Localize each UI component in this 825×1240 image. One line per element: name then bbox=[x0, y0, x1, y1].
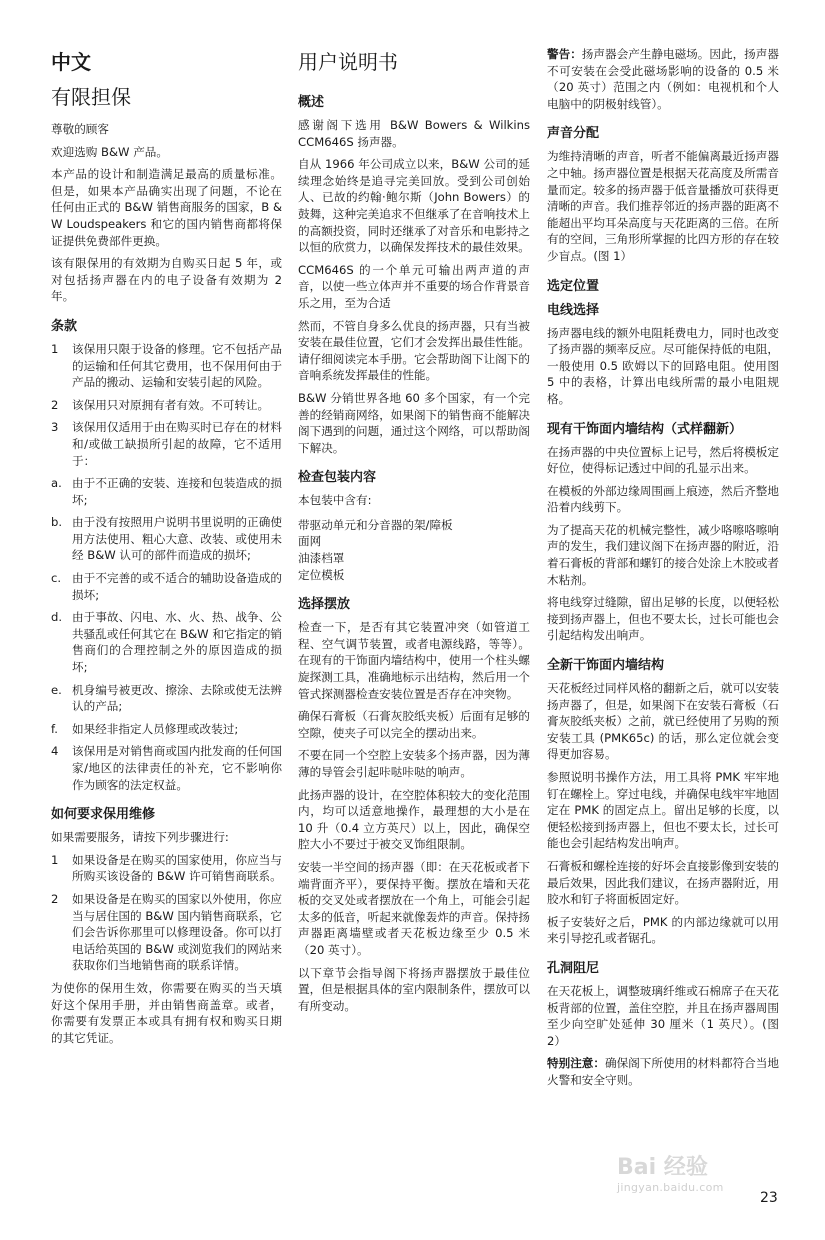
pack-item: 带驱动单元和分音器的架/障板 bbox=[298, 517, 453, 532]
list-item-text: 如果设备是在购买的国家以外使用，你应当与居住国的 B&W 国内销售商联系，它们会告诉你那里可以修理设备。你可以打电话给英国的 B&W 或浏览我们的网站来获取你们当地销售商的联系详情。 bbox=[72, 891, 282, 973]
place-para: 不要在同一个空腔上安装多个扬声器，因为薄薄的导管会引起咔哒咔哒的响声。 bbox=[298, 748, 530, 779]
terms-heading: 条款 bbox=[51, 318, 78, 334]
pack-item: 面网 bbox=[298, 534, 322, 549]
new-para: 石膏板和螺栓连接的好坏会直接影像到安装的最后效果，因此我们建议，在扬声器附近，用胶水和钉子将面板固定好。 bbox=[547, 858, 779, 907]
overview-para: CCM646S 的一个单元可输出两声道的声音，以使一些立体声并不重要的场合作背景音乐之用，至为合适 bbox=[298, 262, 530, 310]
list-item bbox=[51, 682, 282, 715]
position-heading: 选定位置 bbox=[547, 278, 600, 294]
pack-item: 油漆档罩 bbox=[298, 551, 345, 566]
greeting: 尊敬的顾客 bbox=[51, 122, 109, 136]
note-label: 特别注意： bbox=[547, 1056, 605, 1071]
damping-heading: 孔洞阻尼 bbox=[547, 960, 600, 976]
list-item-number: c. bbox=[51, 571, 62, 586]
overview-para: 感谢阁下选用 B&W Bowers & Wilkins CCM646S 扬声器。 bbox=[298, 118, 530, 149]
warning-text: 扬声器会产生静电磁场。因此，扬声器不可安装在会受此磁场影响的设备的 0.5 米（20 英寸）范围之内（例如：电视机和个人电脑中的阴极射线管）。 bbox=[547, 47, 779, 111]
warranty-period: 该有限保用的有效期为自购买日起 5 年，或对包括扬声器在内的电子设备有效期为 2 年。 bbox=[51, 256, 282, 304]
list-item-text: 由于事故、闪电、水、火、热、战争、公共骚乱或任何其它在 B&W 和它指定的销售商们的合理控制之外的原因造成的损坏; bbox=[72, 610, 282, 675]
cable-heading: 电线选择 bbox=[547, 302, 600, 318]
service-intro: 如果需要服务，请按下列步骤进行: bbox=[51, 830, 229, 845]
list-item-text: 如果经非指定人员修理或改装过; bbox=[72, 721, 239, 736]
list-item bbox=[51, 419, 282, 469]
place-para: 确保石膏板（石膏灰胶纸夹板）后面有足够的空隙，使夹子可以完全的摆动出来。 bbox=[298, 709, 530, 740]
list-item bbox=[51, 891, 282, 974]
list-item-number: b. bbox=[51, 515, 63, 530]
column-install bbox=[547, 46, 779, 1095]
note-para bbox=[547, 1055, 779, 1088]
damping-text: 在天花板上，调整玻璃纤维或石棉席子在天花板背部的位置，盖住空腔，并且在扬声器周围至少向空旷处延伸 30 厘米（1 英尺）。(图 2） bbox=[547, 983, 779, 1048]
list-item-number: 1 bbox=[51, 852, 59, 867]
list-item-text: 由于不正确的安装、连接和包装造成的损坏; bbox=[72, 476, 282, 507]
list-item-text: 由于不完善的或不适合的辅助设备造成的损坏; bbox=[72, 571, 282, 602]
list-item-number: e. bbox=[51, 682, 62, 697]
list-item-number: 1 bbox=[51, 341, 59, 356]
distribution-text: 为维持清晰的声音，听者不能偏离最近扬声器之中轴。扬声器位置是根据天花高度及所需音量而定。较多的扬声器于低音量播放可获得更清晰的声音。我们推荐邻近的扬声器的距离不能超出平均耳朵高度与天花距离的三倍。在所有的空间，三角形所掌握的比四方形的存在较少盲点。(图 1） bbox=[547, 149, 779, 263]
new-wall-heading: 全新干饰面内墙结构 bbox=[547, 658, 665, 674]
column-manual bbox=[298, 48, 530, 1020]
existing-para: 在模板的外部边缘周围画上痕迹，然后齐整地沿着内线剪下。 bbox=[547, 483, 779, 515]
page-number: 23 bbox=[760, 1190, 778, 1206]
list-item bbox=[51, 743, 282, 793]
welcome-text: 欢迎选购 B&W 产品。 bbox=[51, 144, 168, 159]
new-para: 板子安装好之后，PMK 的内部边缘就可以用来引导挖孔或者锯孔。 bbox=[547, 914, 779, 946]
place-para: 安装一半空间的扬声器（即：在天花板或者下端背面齐平），要保持平衡。摆放在墙和天花板的交叉处或者摆放在一个角上，可能会引起太多的低音，听起来就像轰炸的声音。保持扬声器距离墙壁或者天花板边缘至少 0.5 米（20 英寸）。 bbox=[298, 859, 530, 957]
list-item-text: 如果设备是在购买的国家使用，你应当与所购买该设备的 B&W 许可销售商联系。 bbox=[72, 852, 282, 884]
list-item-text: 该保用只对原拥有者有效。不可转让。 bbox=[72, 397, 270, 412]
closing-text: 为使你的保用生效，你需要在购买的当天填好这个保用手册，并由销售商盖章。或者，你需要有发票正本或具有拥有权和购买日期的其它凭证。 bbox=[51, 980, 282, 1045]
manual-title: 用户说明书 bbox=[298, 50, 398, 74]
existing-para: 将电线穿过缝隙，留出足够的长度，以便轻松接到扬声器上，但也不要太长，过长可能也会引起结构发出响声。 bbox=[547, 595, 779, 643]
overview-heading: 概述 bbox=[298, 95, 325, 110]
service-list bbox=[51, 852, 282, 974]
existing-wall-heading: 现有干饰面内墙结构（式样翻新） bbox=[547, 421, 743, 437]
pack-heading: 检查包装内容 bbox=[298, 470, 377, 486]
warning-para bbox=[547, 46, 779, 112]
new-para: 参照说明书操作方法，用工具将 PMK 牢牢地钉在螺栓上。穿过电线，并确保电线牢牢地固定在 PMK 的固定点上。留出足够的长度，以便轻松接到扬声器上，但也不要太长，过长可能也会引起结构发出响声。 bbox=[547, 770, 779, 851]
list-item-text: 由于没有按照用户说明书里说明的正确使用方法使用、粗心大意、改装、或使用未经 B&W 认可的部件而造成的损坏; bbox=[72, 515, 282, 563]
place-heading: 选择摆放 bbox=[298, 597, 351, 613]
list-item bbox=[51, 514, 282, 564]
list-item-text: 该保用只限于设备的修理。它不包括产品的运输和任何其它费用，也不保用何由于产品的搬动、运输和安装引起的风险。 bbox=[72, 341, 282, 390]
list-item bbox=[51, 397, 282, 414]
list-item-number: d. bbox=[51, 610, 63, 625]
new-para: 天花板经过同样风格的翻新之后，就可以安装扬声器了，但是，如果阁下在安装石膏板（石膏灰胶纸夹板）之前，就已经使用了另购的预安装工具 (PMK65c) 的话，那么定位就会变得更加容易。 bbox=[547, 681, 779, 762]
list-item bbox=[51, 721, 282, 738]
overview-para: 自从 1966 年公司成立以来，B&W 公司的延续理念始终是追寻完美回放。受到公司创始人、已故的约翰·鲍尔斯（John Bowers）的鼓舞，这种完美追求不但继承了在音响技术上的高额投资，同时还继承了对音乐和电影持之以恒的欣赏力，以确保发挥技术的最佳效果。 bbox=[298, 157, 530, 255]
warning-label: 警告： bbox=[547, 47, 582, 61]
list-item-number: 2 bbox=[51, 891, 59, 906]
column-warranty bbox=[51, 48, 282, 1052]
watermark-url: jingyan.baidu.com bbox=[617, 1181, 724, 1194]
distribution-heading: 声音分配 bbox=[547, 126, 600, 142]
list-item bbox=[51, 475, 282, 508]
note-text: 确保阁下所使用的材料都符合当地火警和安全守则。 bbox=[547, 1056, 779, 1087]
existing-para: 为了提高天花的机械完整性，减少咯嚓咯嚓响声的发生，我们建议阁下在扬声器的附近，沿着石膏板的背部和螺钉的接合处涂上木胶或者木粘剂。 bbox=[547, 522, 779, 587]
list-item-number: f. bbox=[51, 721, 58, 736]
list-item bbox=[51, 852, 282, 885]
list-item bbox=[51, 609, 282, 675]
warranty-title: 有限担保 bbox=[51, 85, 131, 109]
language-heading: 中文 bbox=[51, 50, 91, 74]
warranty-intro: 本产品的设计和制造满足最高的质量标准。但是，如果本产品确实出现了问题，不论在任何由正式的 B&W 销售商服务的国家，B & W Loudspeakers 和它的国内销售商都将保证提供免费部件更换。 bbox=[51, 167, 282, 248]
list-item-number: 2 bbox=[51, 397, 59, 412]
place-para: 检查一下，是否有其它装置冲突（如管道工程、空气调节装置，或者电源线路，等等）。在现有的干饰面内墙结构中，使用一个柱头螺旋探测工具，准确地标示出结构，然后用一个管式探测器检查安装位置是否存在冲突物。 bbox=[298, 620, 530, 701]
overview-para: 然而，不管自身多么优良的扬声器，只有当被安装在最佳位置，它们才会发挥出最佳性能。请仔细阅读完本手册。它会帮助阁下让阁下的音响系统发挥最佳的性能。 bbox=[298, 318, 530, 383]
watermark-logo: Bai 经验 bbox=[617, 1155, 708, 1180]
service-heading: 如何要求保用维修 bbox=[51, 807, 156, 823]
overview-para: B&W 分销世界各地 60 多个国家，有一个完善的经销商网络，如果阁下的销售商不能解决阁下遇到的问题，通过这个网络，可以帮助阁下解决。 bbox=[298, 390, 530, 455]
list-item-text: 机身编号被更改、擦涂、去除或使无法辨认的产品; bbox=[72, 682, 282, 714]
cable-text: 扬声器电线的额外电阻耗费电力，同时也改变了扬声器的频率反应。尽可能保持低的电阻，一般使用 0.5 欧姆以下的回路电阻。使用图 5 中的表格，计算出电线所需的最小电阻规格。 bbox=[547, 325, 779, 406]
list-item bbox=[51, 341, 282, 391]
watermark bbox=[617, 1150, 777, 1200]
terms-list bbox=[51, 341, 282, 793]
existing-para: 在扬声器的中央位置标上记号，然后将模板定好位，使得标记透过中间的孔显示出来。 bbox=[547, 444, 779, 476]
pack-list bbox=[298, 517, 530, 583]
list-item-text: 该保用仅适用于由在购买时已存在的材料和/或做工缺损所引起的故障，它不适用于： bbox=[72, 420, 282, 468]
list-item-number: 3 bbox=[51, 420, 59, 435]
place-para: 此扬声器的设计，在空腔体积较大的变化范围内，均可以适意地操作，最理想的大小是在 10 升（0.4 立方英尺）以上，因此，确保空腔大小不要过于被交叉饰组限制。 bbox=[298, 787, 530, 852]
pack-intro: 本包装中含有: bbox=[298, 493, 372, 508]
place-para: 以下章节会指导阁下将扬声器摆放于最佳位置，但是根据具体的室内限制条件，摆放可以有所变动。 bbox=[298, 965, 530, 1013]
list-item bbox=[51, 570, 282, 603]
list-item-number: 4 bbox=[51, 744, 59, 759]
list-item-number: a. bbox=[51, 476, 62, 491]
list-item-text: 该保用是对销售商或国内批发商的任何国家/地区的法律责任的补充，它不影响你作为顾客的法定权益。 bbox=[72, 744, 282, 792]
pack-item: 定位模板 bbox=[298, 567, 345, 582]
